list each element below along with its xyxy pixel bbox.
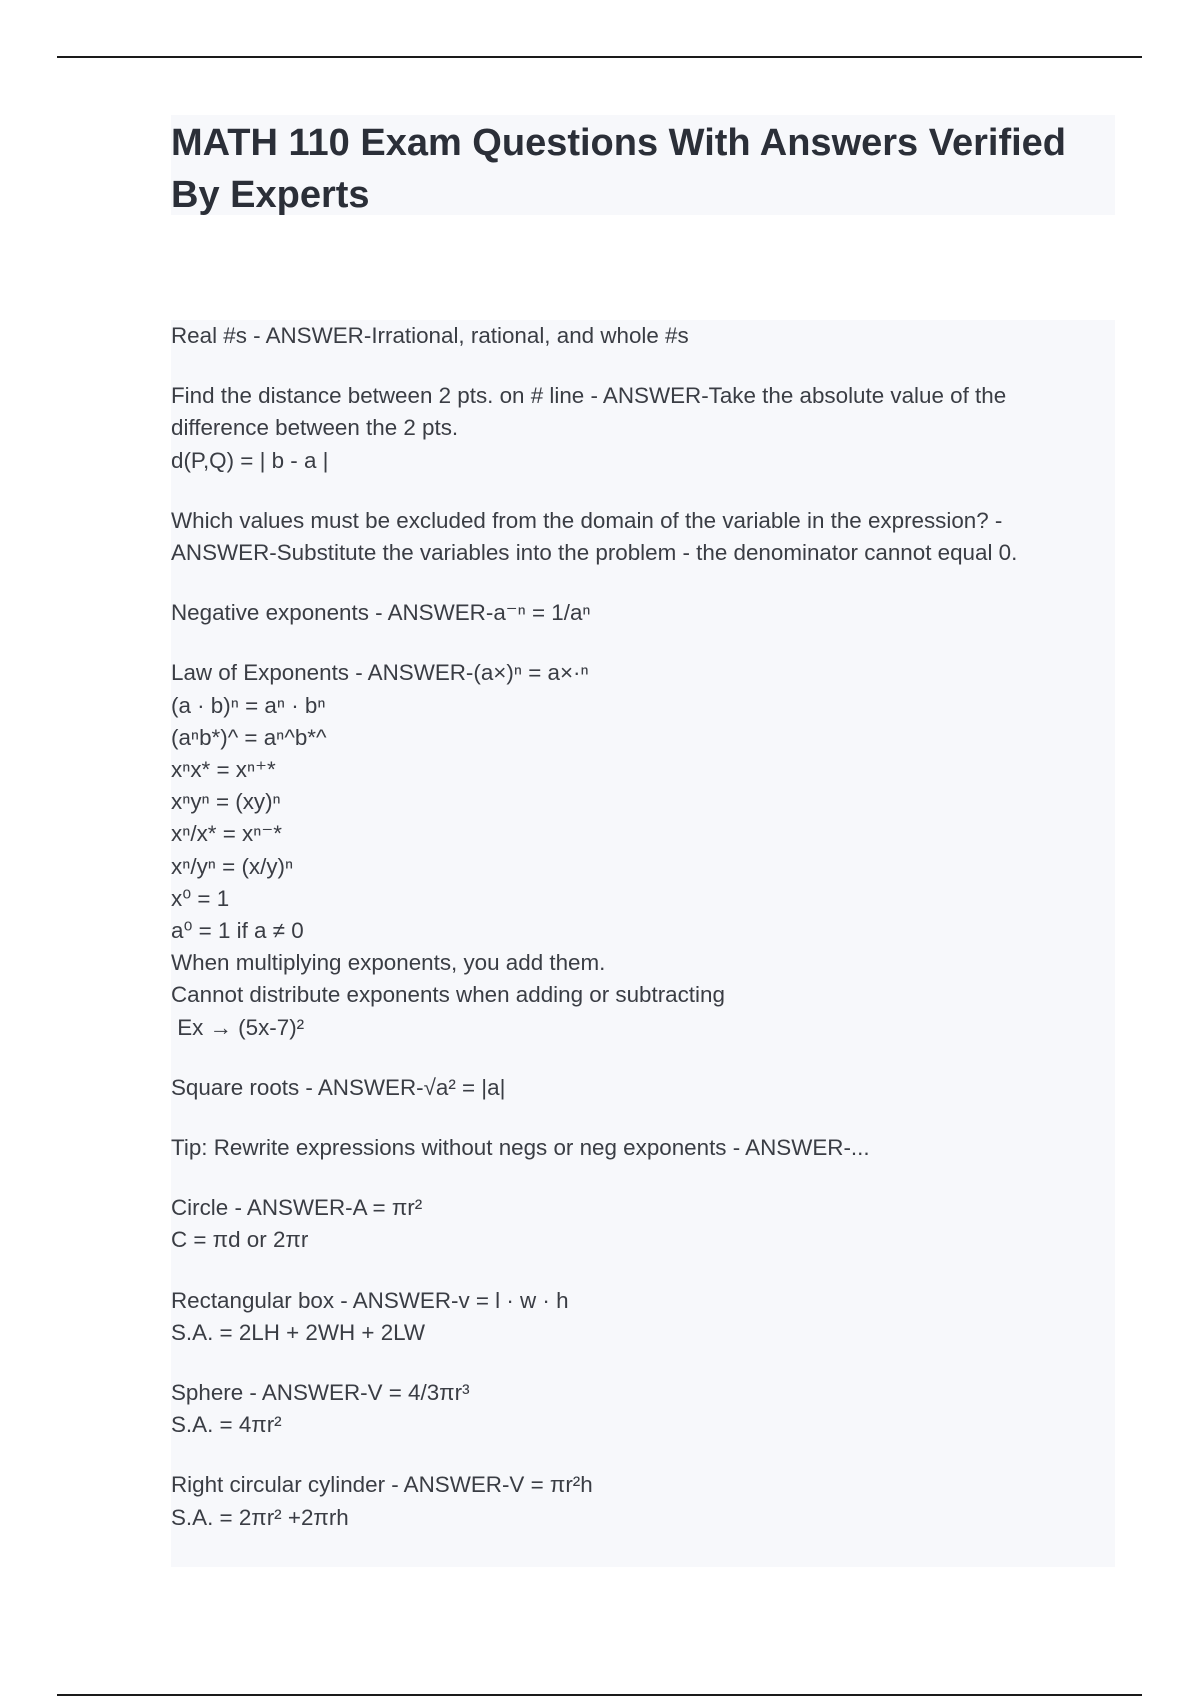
- qa-entry-answer-line: d(P,Q) = | b - a |: [171, 447, 329, 473]
- qa-entry: [171, 1132, 1115, 1164]
- qa-entry: [171, 320, 1115, 352]
- qa-entry: [171, 1192, 1115, 1256]
- bottom-rule: [57, 1694, 1142, 1696]
- qa-entry-answer-line: ANSWER-Substitute the variables into the problem - the denominator cannot equal 0.: [171, 540, 1018, 566]
- qa-entry-answer-line: C = πd or 2πr: [171, 1227, 309, 1253]
- qa-entry: [171, 657, 1115, 1043]
- qa-entry-question-line: Circle - ANSWER-A = πr²: [171, 1195, 423, 1221]
- qa-entry-question-line: Which values must be excluded from the domain of the variable in the expression? -: [171, 507, 1003, 533]
- qa-entry-answer-line: xⁿ/x* = xⁿ⁻*: [171, 821, 282, 847]
- qa-entry-answer-line: S.A. = 2πr² +2πrh: [171, 1504, 349, 1530]
- flashcard-list: [171, 320, 1115, 1567]
- qa-entry-answer-line: Ex → (5x-7)²: [171, 1014, 305, 1040]
- entries-container: [171, 320, 1115, 1534]
- qa-entry-question-line: Negative exponents - ANSWER-a⁻ⁿ = 1/aⁿ: [171, 600, 591, 626]
- qa-entry-question-line: Rectangular box - ANSWER-v = l · w · h: [171, 1287, 569, 1313]
- qa-entry: [171, 380, 1115, 477]
- qa-entry-answer-line: S.A. = 2LH + 2WH + 2LW: [171, 1319, 426, 1345]
- qa-entry-answer-line: difference between the 2 pts.: [171, 415, 459, 441]
- qa-entry-answer-line: S.A. = 4πr²: [171, 1412, 282, 1438]
- qa-entry-question-line: Right circular cylinder - ANSWER-V = πr²h: [171, 1472, 593, 1498]
- qa-entry: [171, 1469, 1115, 1533]
- qa-entry-question-line: Sphere - ANSWER-V = 4/3πr³: [171, 1380, 470, 1406]
- qa-entry: [171, 505, 1115, 569]
- document-title: MATH 110 Exam Questions With Answers Verified By Experts: [171, 122, 1067, 216]
- qa-entry-answer-line: xⁿyⁿ = (xy)ⁿ: [171, 789, 281, 815]
- qa-entry-answer-line: xⁿx* = xⁿ⁺*: [171, 757, 276, 783]
- qa-entry: [171, 597, 1115, 629]
- qa-entry-answer-line: (a · b)ⁿ = aⁿ · bⁿ: [171, 692, 326, 718]
- qa-entry-question-line: Real #s - ANSWER-Irrational, rational, and whole #s: [171, 323, 689, 348]
- qa-entry-answer-line: Cannot distribute exponents when adding or subtracting: [171, 982, 725, 1008]
- qa-entry-answer-line: (aⁿb*)^ = aⁿ^b*^: [171, 724, 327, 750]
- qa-entry-answer-line: xⁿ/yⁿ = (x/y)ⁿ: [171, 853, 294, 879]
- qa-entry: [171, 1072, 1115, 1104]
- qa-entry-answer-line: x⁰ = 1: [171, 885, 230, 911]
- title-block: [171, 115, 1115, 215]
- top-rule: [57, 56, 1142, 58]
- qa-entry: [171, 1377, 1115, 1441]
- qa-entry-question-line: Find the distance between 2 pts. on # line - ANSWER-Take the absolute value of the: [171, 383, 1007, 409]
- qa-entry-answer-line: a⁰ = 1 if a ≠ 0: [171, 918, 304, 944]
- qa-entry-question-line: Law of Exponents - ANSWER-(a×)ⁿ = a×·ⁿ: [171, 660, 589, 686]
- qa-entry-question-line: Tip: Rewrite expressions without negs or neg exponents - ANSWER-...: [171, 1135, 870, 1161]
- qa-entry: [171, 1285, 1115, 1349]
- qa-entry-answer-line: When multiplying exponents, you add them.: [171, 950, 606, 976]
- qa-entry-question-line: Square roots - ANSWER-√a² = |a|: [171, 1074, 506, 1100]
